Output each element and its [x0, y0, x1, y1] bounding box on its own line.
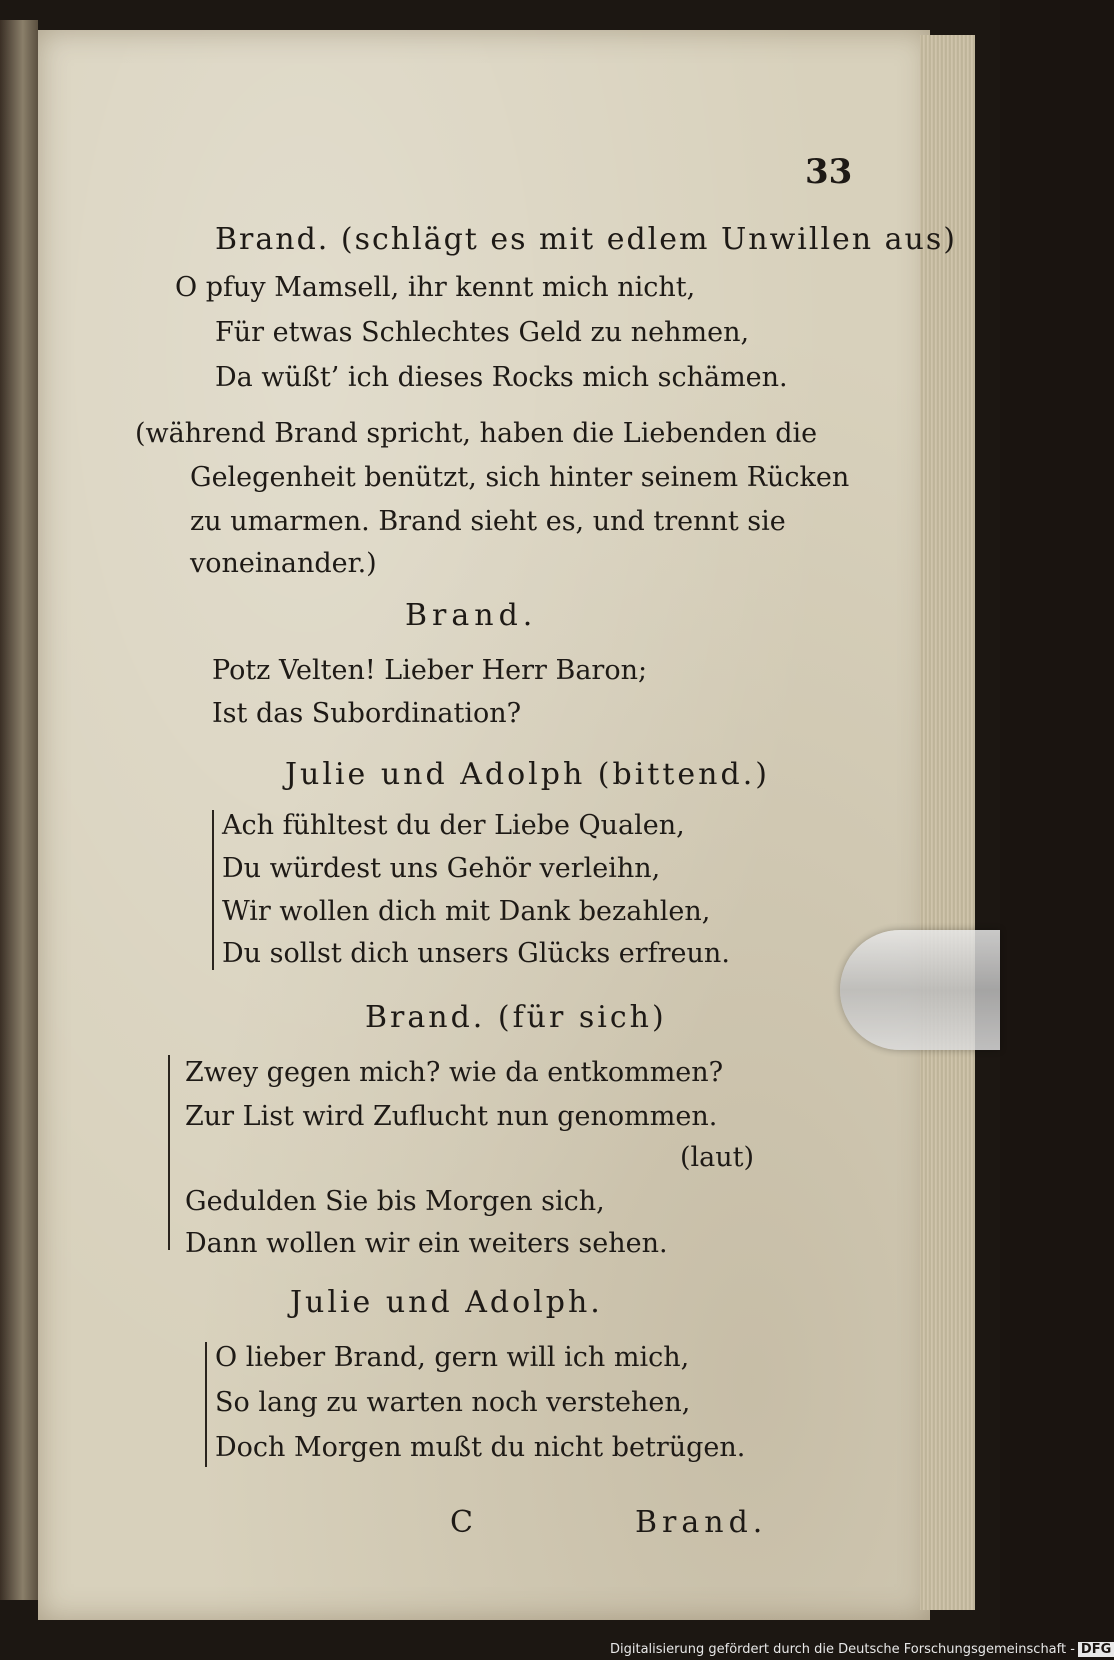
- stage-direction-line: Gelegenheit benützt, sich hinter seinem Rücken: [190, 462, 850, 493]
- verse-brace: [205, 1342, 207, 1467]
- signature-mark: C: [450, 1505, 478, 1540]
- verse-line: Du sollst dich unsers Glücks erfreun.: [222, 938, 730, 969]
- reader-side-tab[interactable]: [840, 930, 1000, 1050]
- verse-line: Zur List wird Zuflucht nun genommen.: [185, 1101, 718, 1132]
- verse-line: Doch Morgen mußt du nicht betrügen.: [215, 1432, 746, 1463]
- verse-line: Potz Velten! Lieber Herr Baron;: [212, 655, 648, 686]
- verse-line: Da wüßt’ ich dieses Rocks mich schämen.: [215, 362, 788, 393]
- catchword: Brand.: [635, 1505, 768, 1540]
- speaker-heading: Julie und Adolph.: [290, 1285, 603, 1320]
- footer-text: Digitalisierung gefördert durch die Deutsche Forschungsgemeinschaft -: [610, 1642, 1075, 1657]
- verse-brace: [212, 810, 214, 970]
- verse-line: Ach fühltest du der Liebe Qualen,: [222, 810, 685, 841]
- speech-heading-brand-1: Brand. (schlägt es mit edlem Unwillen aus): [215, 222, 957, 257]
- verse-line: Für etwas Schlechtes Geld zu nehmen,: [215, 317, 750, 348]
- verse-line: Gedulden Sie bis Morgen sich,: [185, 1186, 605, 1217]
- verse-line: Dann wollen wir ein weiters sehen.: [185, 1228, 668, 1259]
- verse-line: Du würdest uns Gehör verleihn,: [222, 853, 661, 884]
- left-page-edge: [0, 20, 38, 1600]
- page-stack-edges: [920, 35, 975, 1610]
- stage-direction-line: (während Brand spricht, haben die Liebenden die: [135, 418, 818, 449]
- verse-line: O pfuy Mamsell, ihr kennt mich nicht,: [175, 272, 696, 303]
- verse-line: Ist das Subordination?: [212, 698, 522, 729]
- speaker-heading: Brand.: [405, 598, 538, 633]
- stage-direction-line: voneinander.): [190, 548, 377, 579]
- dfg-logo: DFG: [1078, 1642, 1114, 1657]
- speaker-heading: Brand. (für sich): [365, 1000, 667, 1035]
- page-number: 33: [805, 152, 853, 192]
- verse-line: O lieber Brand, gern will ich mich,: [215, 1342, 690, 1373]
- stage-direction-line: zu umarmen. Brand sieht es, und trennt sie: [190, 506, 786, 537]
- verse-brace: [168, 1055, 170, 1250]
- verse-line: Wir wollen dich mit Dank bezahlen,: [222, 896, 711, 927]
- speaker-heading: Julie und Adolph (bittend.): [285, 757, 770, 792]
- verse-line: So lang zu warten noch verstehen,: [215, 1387, 691, 1418]
- funding-footer: [610, 1642, 1114, 1657]
- stage-direction-aside: (laut): [680, 1142, 755, 1173]
- verse-line: Zwey gegen mich? wie da entkommen?: [185, 1057, 724, 1088]
